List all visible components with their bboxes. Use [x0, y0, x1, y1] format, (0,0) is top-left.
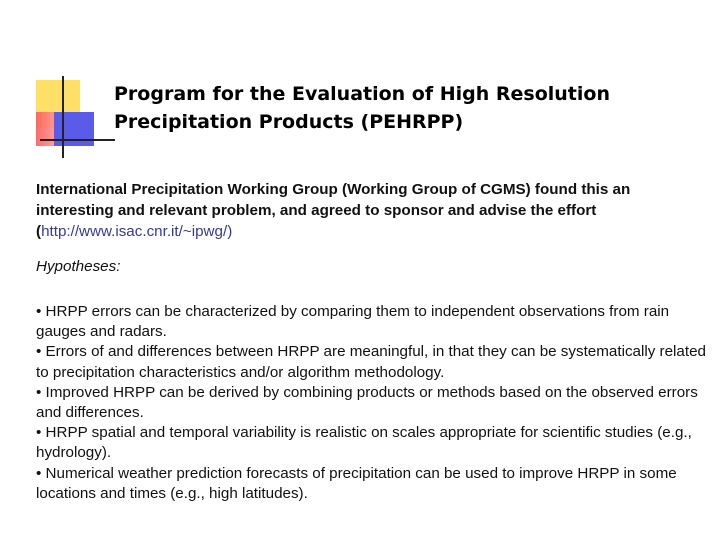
- hypothesis-item: • Numerical weather prediction forecasts of precipitation can be used to improve HRPP in some locations and times (e.g., high latitudes).: [36, 464, 677, 502]
- hypothesis-item: • HRPP spatial and temporal variability is realistic on scales appropriate for scientific studies (e.g., hydrology).: [36, 424, 692, 462]
- intro-paragraph: [36, 179, 706, 242]
- intro-close-paren: ): [227, 223, 233, 240]
- hypotheses-label: Hypotheses:: [36, 258, 121, 275]
- slide-title-line-1: Program for the Evaluation of High Resolution: [114, 83, 610, 105]
- slide-title: [114, 80, 704, 136]
- decor-horizontal-line: [40, 139, 115, 141]
- decor-vertical-line: [62, 76, 64, 158]
- hypothesis-item: • Improved HRPP can be derived by combining products or methods based on the observed errors and differences.: [36, 383, 698, 422]
- ipwg-url-link[interactable]: http://www.isac.cnr.it/~ipwg/: [41, 223, 228, 240]
- hypothesis-item: • Errors of and differences between HRPP are meaningful, in that they can be systematically related to precipitation characteristics and/or algorithm methodology.: [36, 343, 706, 381]
- intro-text: International Precipitation Working Group (Working Group of CGMS) found this an interesting and relevant problem, and agreed to sponsor and advise the effort (: [36, 181, 631, 240]
- hypothesis-item: • HRPP errors can be characterized by comparing them to independent observations from rain gauges and radars.: [36, 303, 670, 341]
- slide-title-line-2: Precipitation Products (PEHRPP): [114, 111, 464, 133]
- hypotheses-list: [36, 302, 706, 504]
